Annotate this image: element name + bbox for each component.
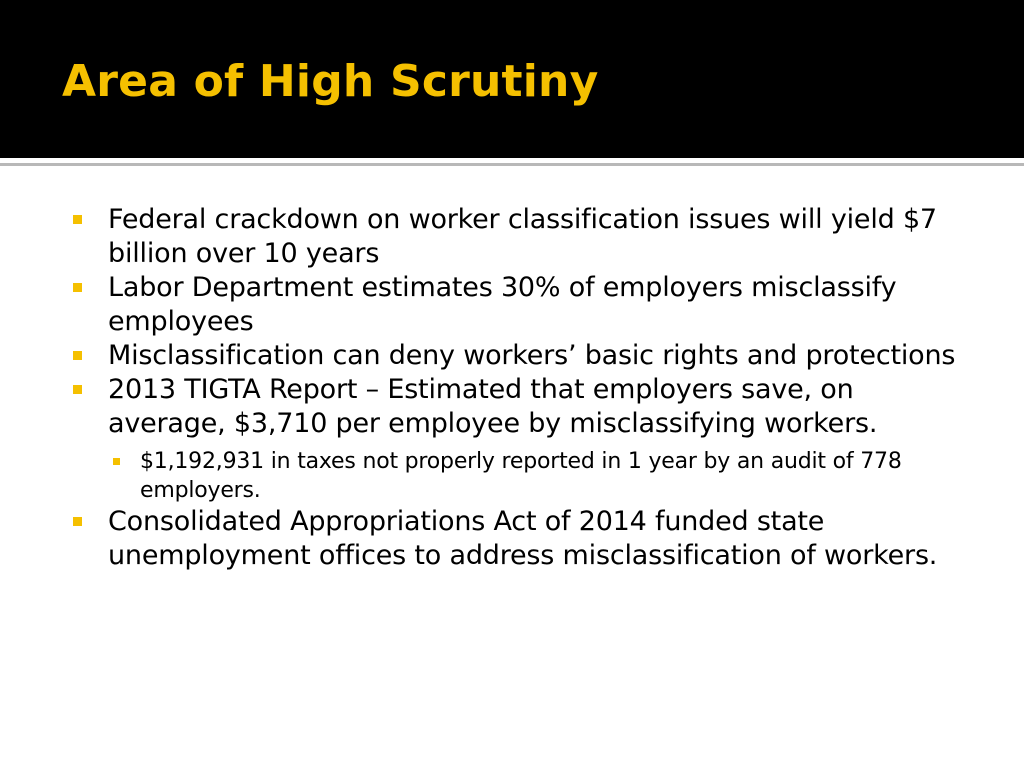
bullet-text: 2013 TIGTA Report – Estimated that employers save, on average, $3,710 per employee by misclassifying workers.: [108, 374, 878, 439]
bullet-item: [0, 339, 1000, 373]
square-bullet-icon: [73, 385, 82, 394]
title-bar: [0, 0, 1024, 158]
square-bullet-icon: [73, 215, 82, 224]
bullet-text: Federal crackdown on worker classification issues will yield $7 billion over 10 years: [108, 204, 937, 269]
square-bullet-icon: [73, 517, 82, 526]
bullet-item: [0, 271, 1000, 339]
square-bullet-icon: [113, 458, 120, 465]
sub-bullet-item: [0, 447, 1000, 505]
slide-content: [0, 203, 1000, 573]
bullet-text: Consolidated Appropriations Act of 2014 funded state unemployment offices to address misclassification of workers.: [108, 506, 938, 571]
bullet-text: Misclassification can deny workers’ basic rights and protections: [108, 340, 956, 371]
slide-title: Area of High Scrutiny: [62, 56, 599, 107]
square-bullet-icon: [73, 351, 82, 360]
bullet-item: [0, 373, 1000, 441]
square-bullet-icon: [73, 283, 82, 292]
header-divider-line: [0, 163, 1024, 166]
bullet-item: [0, 203, 1000, 271]
bullet-list: [0, 203, 1000, 573]
sub-bullet-text: $1,192,931 in taxes not properly reported in 1 year by an audit of 778 employers.: [140, 449, 902, 503]
bullet-text: Labor Department estimates 30% of employers misclassify employees: [108, 272, 897, 337]
bullet-item: [0, 505, 1000, 573]
